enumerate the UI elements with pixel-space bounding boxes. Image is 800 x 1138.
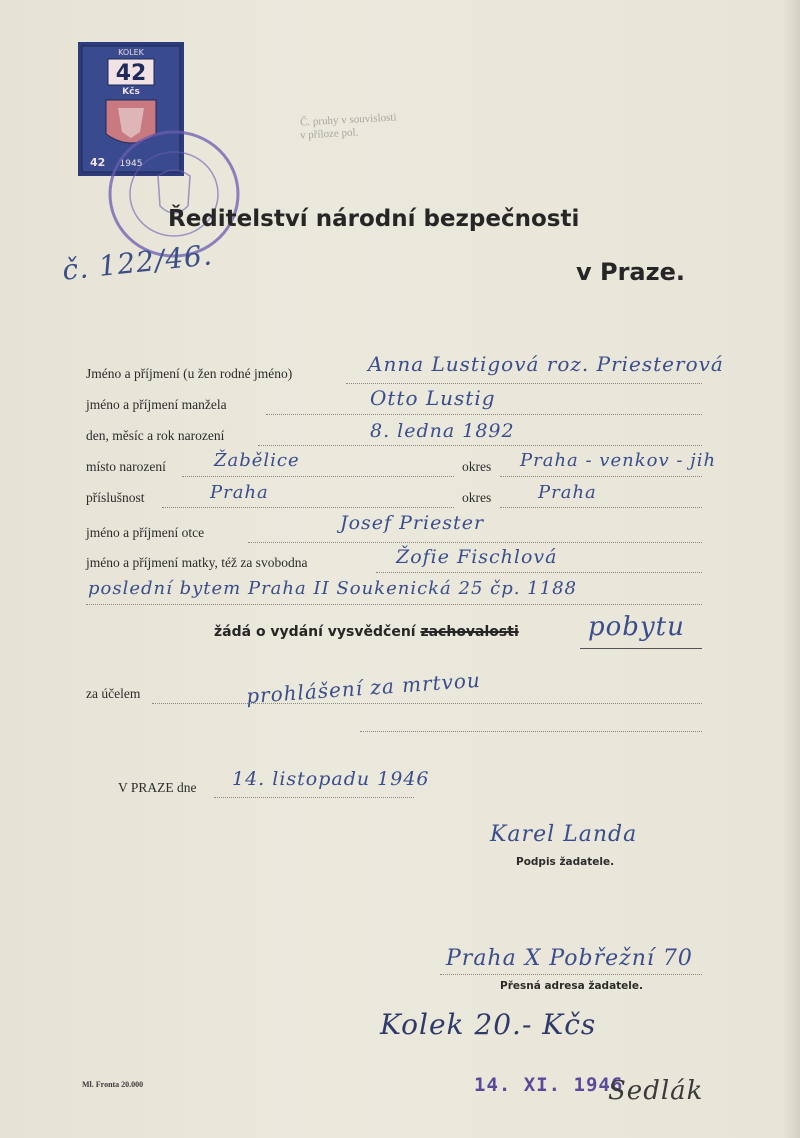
belonging-label: příslušnost: [86, 490, 145, 505]
request-struck-word: zachovalosti: [420, 624, 519, 640]
father-label: jméno a příjmení otce: [86, 525, 205, 540]
residence-line: [86, 604, 702, 605]
request-text: [214, 624, 519, 640]
official-seal: [106, 128, 242, 260]
name-label: Jméno a příjmení (u žen rodné jméno): [86, 366, 293, 381]
address-line: [440, 974, 702, 975]
father-value: Josef Priester: [340, 512, 485, 534]
received-date-stamp: 14. XI. 1946: [474, 1074, 624, 1096]
mother-line: [376, 572, 702, 573]
reference-number: č. 122/46.: [60, 238, 215, 287]
district-line-1: [500, 476, 702, 477]
purpose-label: za účelem: [86, 686, 141, 701]
request-handwritten: pobytu: [588, 612, 685, 642]
stamp-bottom-value: 42: [90, 156, 106, 169]
stamp-top-text: KOLEK: [118, 48, 144, 57]
name-line: [346, 383, 702, 384]
initials: Sedlák: [608, 1076, 704, 1106]
printer-mark: Ml. Fronta 20.000: [82, 1080, 144, 1089]
date-prefix: V PRAZE dne: [118, 780, 197, 795]
belonging-line: [162, 507, 454, 508]
father-line: [248, 542, 702, 543]
name-value: Anna Lustigová roz. Priesterová: [368, 352, 724, 376]
faint-note-1: Č. pruhy v souvislosti: [299, 111, 397, 129]
district-value-2: Praha: [538, 482, 597, 503]
mother-label: jméno a příjmení matky, též za svobodna: [86, 555, 308, 570]
birthplace-line: [182, 476, 454, 477]
purpose-line-2: [360, 731, 702, 732]
request-main: žádá o vydání vysvědčení: [214, 624, 416, 640]
stamp-value: 42: [115, 61, 147, 86]
last-residence: poslední bytem Praha II Soukenická 25 čp. 1188: [88, 578, 577, 599]
spouse-value: Otto Lustig: [370, 386, 496, 410]
page-edge-shadow: [782, 0, 800, 1138]
fee-note: Kolek 20.- Kčs: [380, 1008, 597, 1041]
address-value: Praha X Pobřežní 70: [446, 946, 693, 971]
belonging-value: Praha: [210, 482, 269, 503]
birthplace-value: Žabělice: [214, 450, 300, 471]
spouse-label: jméno a příjmení manžela: [86, 397, 227, 412]
faint-note-2: v příloze pol.: [299, 126, 359, 142]
signature-value: Karel Landa: [490, 822, 638, 847]
district-label-1: okres: [462, 459, 492, 474]
signature-label: Podpis žadatele.: [516, 856, 615, 868]
date-value: 14. listopadu 1946: [232, 768, 430, 790]
birth-label: den, měsíc a rok narození: [86, 428, 225, 443]
purpose-value: prohlášení za mrtvou: [245, 667, 482, 709]
stamp-bottom-year: 1945: [119, 159, 143, 169]
heading-line2: v Praze.: [576, 258, 685, 286]
address-label: Přesná adresa žadatele.: [500, 980, 644, 992]
request-line: [580, 648, 702, 649]
birthplace-label: místo narození: [86, 459, 166, 474]
birth-line: [258, 445, 702, 446]
heading-line1: Ředitelství národní bezpečnosti: [168, 206, 580, 232]
district-value-1: Praha - venkov - jih: [520, 450, 717, 471]
birth-value: 8. ledna 1892: [370, 420, 515, 442]
mother-value: Žofie Fischlová: [396, 546, 558, 568]
stamp-currency: Kčs: [122, 87, 140, 97]
district-label-2: okres: [462, 490, 492, 505]
district-line-2: [500, 507, 702, 508]
purpose-line: [152, 703, 702, 704]
spouse-line: [266, 414, 702, 415]
date-line: [214, 797, 414, 798]
